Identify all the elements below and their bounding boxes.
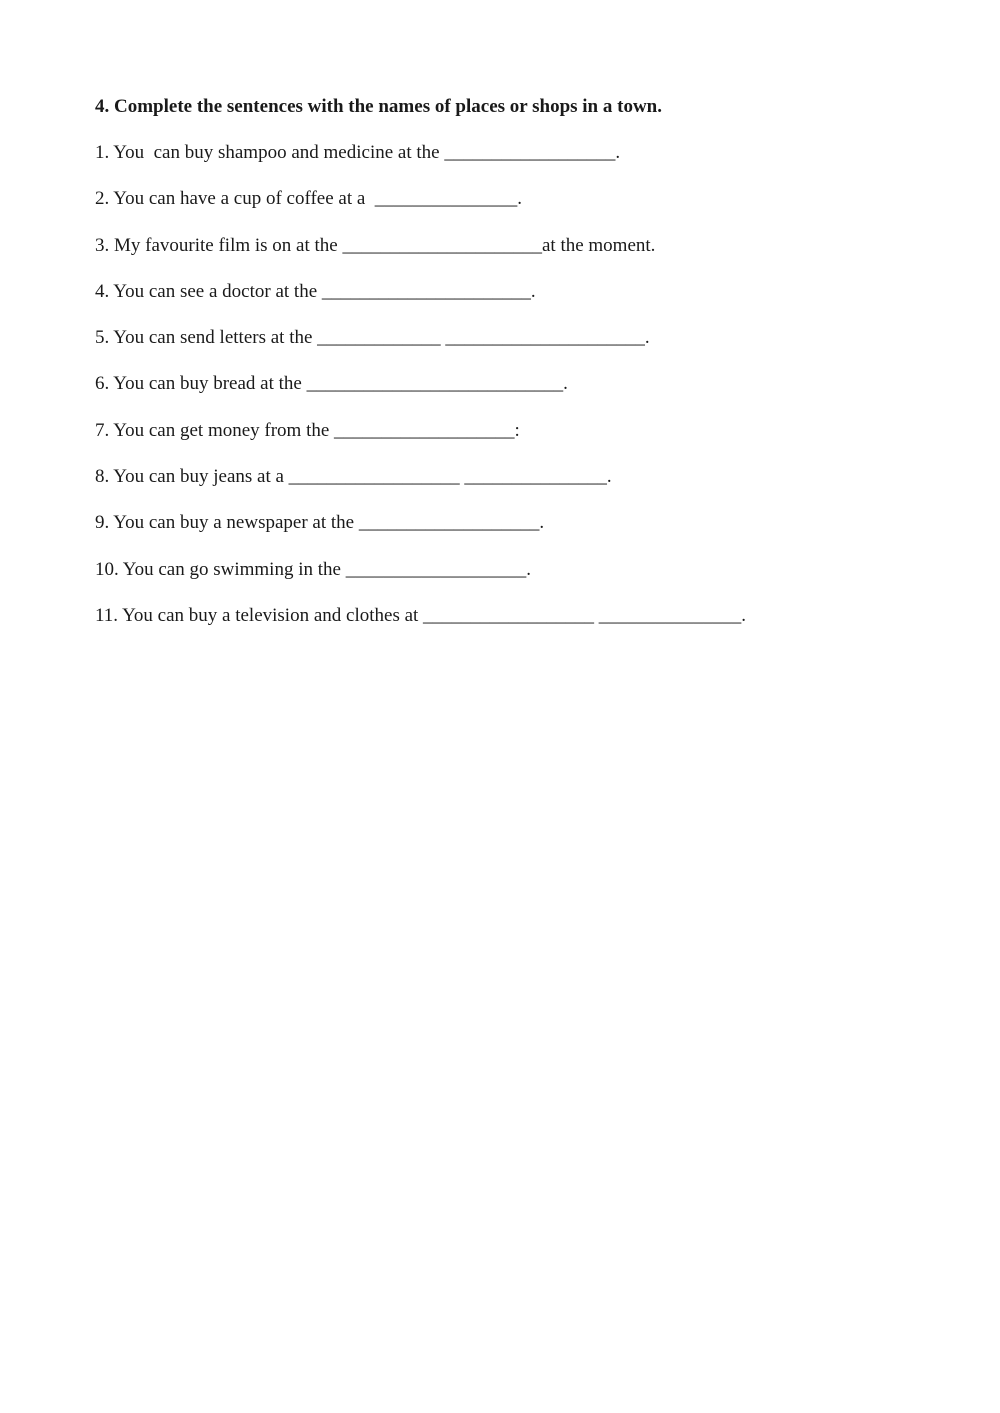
sentence-item-7: 7. You can get money from the ___________________:	[95, 419, 520, 441]
sentence-item-8: 8. You can buy jeans at a __________________ _______________.	[95, 466, 612, 488]
sentence-item-1: 1. You can buy shampoo and medicine at the __________________.	[95, 142, 621, 163]
exercise-title: 4. Complete the sentences with the names of places or shops in a town.	[95, 96, 662, 117]
sentence-item-10: 10. You can go swimming in the ___________________.	[95, 558, 531, 580]
sentence-item-4: 4. You can see a doctor at the ______________________.	[95, 280, 536, 302]
sentence-item-5: 5. You can send letters at the _____________ _____________________.	[95, 327, 650, 349]
sentence-item-3: 3. My favourite film is on at the _____________________at the moment.	[95, 234, 656, 256]
sentence-item-11: 11. You can buy a television and clothes at __________________ _______________.	[95, 604, 747, 626]
sentence-item-2: 2. You can have a cup of coffee at a _______________.	[95, 188, 523, 210]
exercise-4	[95, 95, 915, 650]
sentence-item-6: 6. You can buy bread at the ___________________________.	[95, 373, 568, 395]
sentence-item-9: 9. You can buy a newspaper at the ___________________.	[95, 512, 545, 534]
